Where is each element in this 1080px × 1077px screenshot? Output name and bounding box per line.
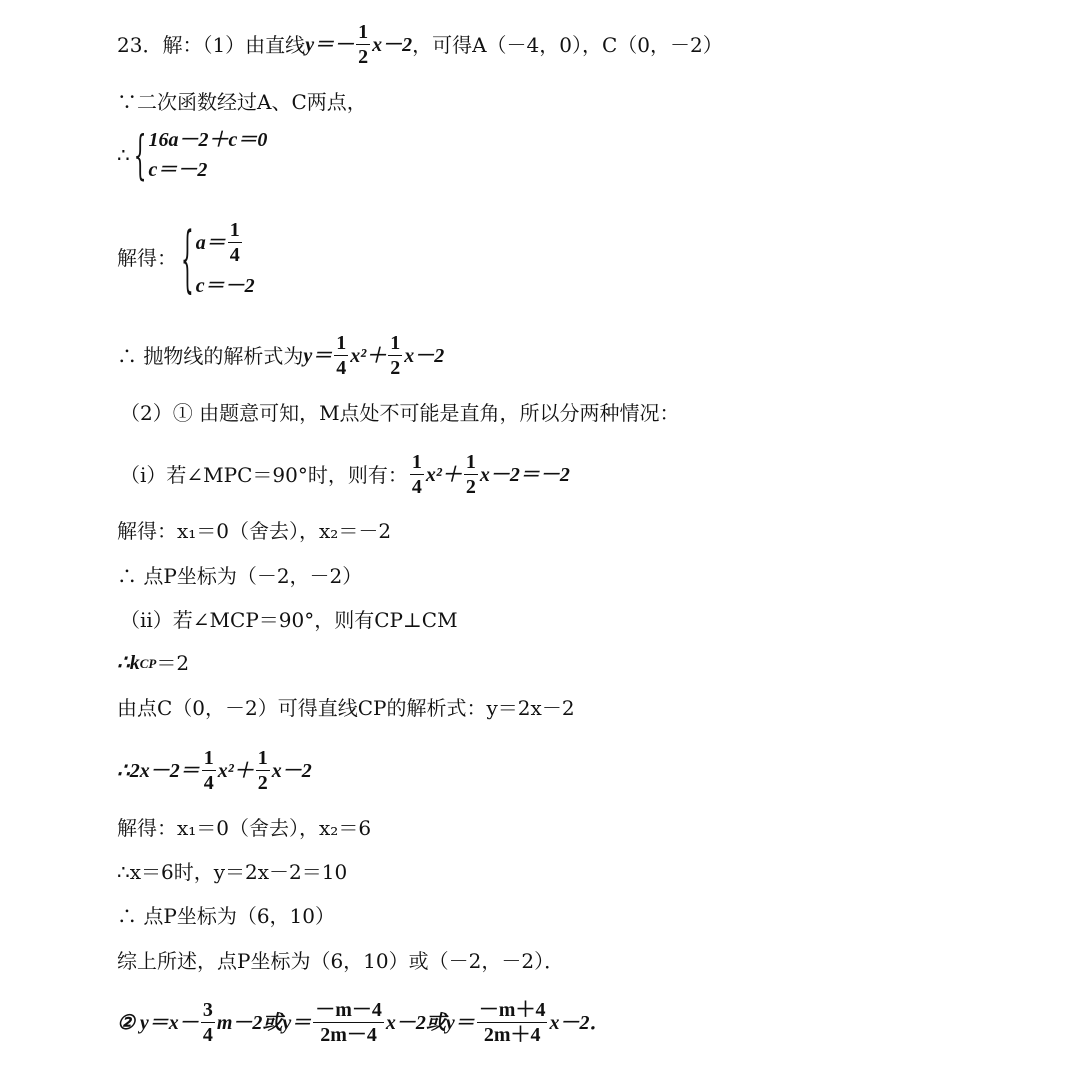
line-18-part2-answer: ② y＝x－ $\frac{3}{4}$ m－2或y＝ $\frac{-m-4}{2m-4}$ x－2或y＝ $\frac{-m+4}{2m+4}$ x－2．	[117, 999, 610, 1046]
line-1-suffix: ，可得A（－4，0），C（0，－2）	[412, 33, 723, 57]
line-1-prefix: 23．解：（1）由直线	[117, 33, 306, 57]
solution-system	[196, 220, 255, 296]
fraction: $\frac{1}{4}$	[336, 332, 347, 379]
left-brace-icon: {	[133, 123, 147, 187]
line-17-summary: 综上所述，点P坐标为（6，10）或（－2，－2）．	[117, 949, 565, 973]
line-3-equation-system	[117, 123, 268, 187]
line-8-solutions: 解得：x₁＝0（舍去），x₂＝－2	[117, 519, 392, 543]
line-1-eq-a: y＝－	[305, 34, 355, 56]
therefore-symbol: ∴	[117, 143, 130, 167]
line-1-eq-b: x－2	[372, 34, 413, 56]
line-11-slope: ∴k CP ＝2	[117, 651, 190, 675]
fraction: $\frac{-m+4}{2m+4}$	[478, 999, 546, 1046]
fraction: $\frac{3}{4}$	[202, 999, 213, 1046]
solve-label: 解得：	[117, 246, 177, 270]
line-14-solutions: 解得：x₁＝0（舍去），x₂＝6	[117, 816, 372, 840]
left-brace-icon: {	[181, 214, 194, 302]
line-2-passes-points: ∵二次函数经过A、C两点，	[117, 90, 367, 114]
fraction: $\frac{1}{2}$	[465, 451, 476, 498]
line-9-point-p: ∴ 点P坐标为（－2，－2）	[117, 564, 363, 588]
solution-c: c＝－2	[195, 275, 255, 297]
line-7-case-i: （i）若∠MPC＝90°时，则有： $\frac{1}{4}$ x²＋ $\frac{1}{2}$ x－2＝－2	[120, 451, 570, 498]
line-10-case-ii: （ii）若∠MCP＝90°，则有CP⊥CM	[120, 608, 458, 632]
equation-1: 16a－2＋c＝0	[148, 129, 268, 151]
line-13-equation: ∴2x－2＝ $\frac{1}{4}$ x²＋ $\frac{1}{2}$ x－2	[117, 747, 312, 794]
line-15-x-equals-6: ∴x＝6时，y＝2x－2＝10	[117, 860, 348, 884]
fraction: $\frac{1}{4}$	[411, 451, 422, 498]
fraction: $\frac{1}{2}$	[390, 332, 401, 379]
line-16-point-p: ∴ 点P坐标为（6，10）	[117, 904, 335, 928]
equation-2: c＝－2	[148, 159, 208, 181]
fraction-one-quarter: $\frac{1}{4}$	[229, 219, 240, 266]
fraction: $\frac{1}{4}$	[203, 747, 214, 794]
line-6-part2-intro: （2）① 由题意可知，M点处不可能是直角，所以分两种情况：	[120, 401, 680, 425]
line-1-part1-solution	[117, 22, 723, 68]
fraction: $\frac{1}{2}$	[257, 747, 268, 794]
fraction: $\frac{-m-4}{2m-4}$	[315, 999, 382, 1046]
line-4-solution-system	[117, 214, 255, 302]
equation-system	[148, 130, 267, 180]
fraction-one-half: $\frac{1}{2}$	[358, 21, 369, 68]
line-5-parabola-expression: ∴ 抛物线的解析式为 y＝ $\frac{1}{4}$ x²＋ $\frac{1}{2}$ x－2	[117, 332, 445, 379]
solution-a: a＝ $\frac{1}{4}$	[195, 219, 240, 266]
line-12-line-cp: 由点C（0，－2）可得直线CP的解析式：y＝2x－2	[117, 696, 575, 720]
